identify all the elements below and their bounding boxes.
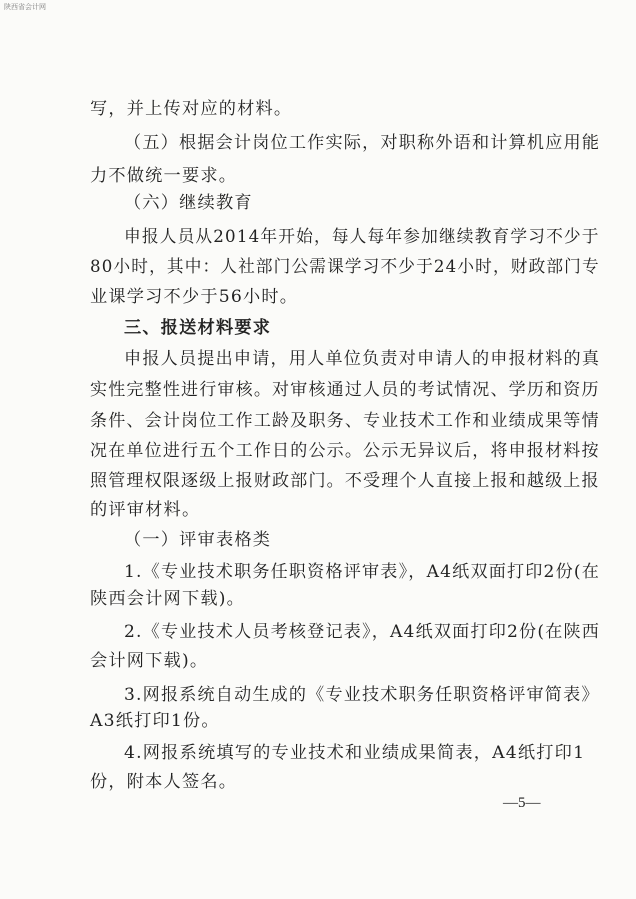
text-line: 2.《专业技术人员考核登记表》，A4纸双面打印2份(在陕西 [124,622,601,642]
text-line: 1.《专业技术职务任职资格评审表》，A4纸双面打印2份(在 [124,562,601,582]
text-line: A3纸打印1份。 [90,711,220,731]
text-line: 的评审材料。 [90,500,201,520]
text-line: 80小时，其中：人社部门公需课学习不少于24小时，财政部门专 [90,257,600,277]
text-line: 况在单位进行五个工作日的公示。公示无异议后，将申报材料按 [90,441,600,461]
text-line: 力不做统一要求。 [90,166,238,186]
text-line: 写，并上传对应的材料。 [90,99,293,119]
text-line: 实性完整性进行审核。对审核通过人员的考试情况、学历和资历 [90,380,600,400]
text-line: 条件、会计岗位工作工龄及职务、专业技术工作和业绩成果等情 [90,411,600,431]
text-line: 申报人员从2014年开始，每人每年参加继续教育学习不少于 [124,227,600,247]
text-line: 4.网报系统填写的专业技术和业绩成果简表，A4纸打印1 [124,743,586,763]
text-line: 3.网报系统自动生成的《专业技术职务任职资格评审简表》 [124,685,600,705]
section-heading: （六）继续教育 [124,193,253,213]
text-line: 会计网下载)。 [90,651,209,671]
text-line: 份，附本人签名。 [90,772,238,792]
section-heading: （一）评审表格类 [124,530,272,550]
watermark-text: 陕西省会计网 [4,3,46,11]
text-line: 陕西会计网下载)。 [90,589,246,609]
text-line: 申报人员提出申请，用人单位负责对申请人的申报材料的真 [124,349,601,369]
text-line: 业课学习不少于56小时。 [90,287,299,307]
page-number: —5— [503,795,541,811]
text-line: 照管理权限逐级上报财政部门。不受理个人直接上报和越级上报 [90,471,600,491]
section-heading: 三、报送材料要求 [124,318,272,338]
text-line: （五）根据会计岗位工作实际，对职称外语和计算机应用能 [124,133,601,153]
